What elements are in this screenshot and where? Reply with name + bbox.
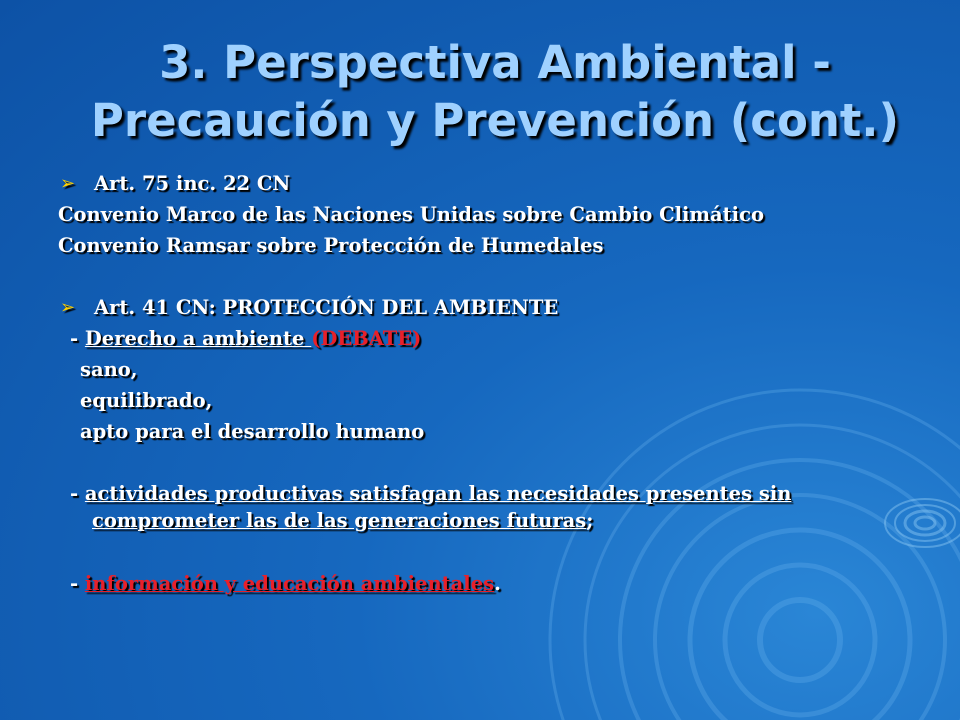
sub-item-equilibrado: equilibrado, <box>80 389 213 412</box>
spacer <box>58 537 938 568</box>
spacer <box>58 447 938 478</box>
slide-title <box>60 34 930 150</box>
actividades-line-1: actividades productivas satisfagan las necesidades presentes sin <box>84 482 792 505</box>
dash: - <box>70 572 85 595</box>
informacion-educacion-text: información y educación ambientales <box>84 572 495 595</box>
item-actividades-productivas <box>58 478 938 537</box>
bullet-art-75-label: Art. 75 inc. 22 CN <box>94 172 291 195</box>
title-line-2: Precaución y Prevención (cont.) <box>90 94 900 147</box>
sub-item-sano: sano, <box>80 358 138 381</box>
arrow-right-bullet-icon: ➢ <box>60 297 76 318</box>
actividades-tail: ; <box>586 509 594 532</box>
bullet-art-41-label: Art. 41 CN: PROTECCIÓN DEL AMBIENTE <box>94 296 559 319</box>
sub-item-apto: apto para el desarrollo humano <box>80 420 425 443</box>
title-line-1: 3. Perspectiva Ambiental - <box>159 36 831 89</box>
dash: - <box>70 327 85 350</box>
slide-body <box>58 168 938 599</box>
actividades-line-2: comprometer las de las generaciones futuras <box>92 509 587 532</box>
arrow-right-bullet-icon: ➢ <box>60 173 76 194</box>
debate-tag: (DEBATE) <box>311 327 422 350</box>
bullet-art-75 <box>58 168 938 199</box>
item-derecho-ambiente <box>58 323 938 354</box>
item-informacion-educacion <box>58 568 938 599</box>
convention-line-2: Convenio Ramsar sobre Protección de Humedales <box>58 234 604 257</box>
bullet-art-41 <box>58 292 938 323</box>
dash: - <box>70 482 85 505</box>
spacer <box>58 261 938 292</box>
convention-line-1: Convenio Marco de las Naciones Unidas sobre Cambio Climático <box>58 203 764 226</box>
derecho-ambiente-text: Derecho a ambiente <box>84 327 312 350</box>
informacion-tail: . <box>494 572 501 595</box>
